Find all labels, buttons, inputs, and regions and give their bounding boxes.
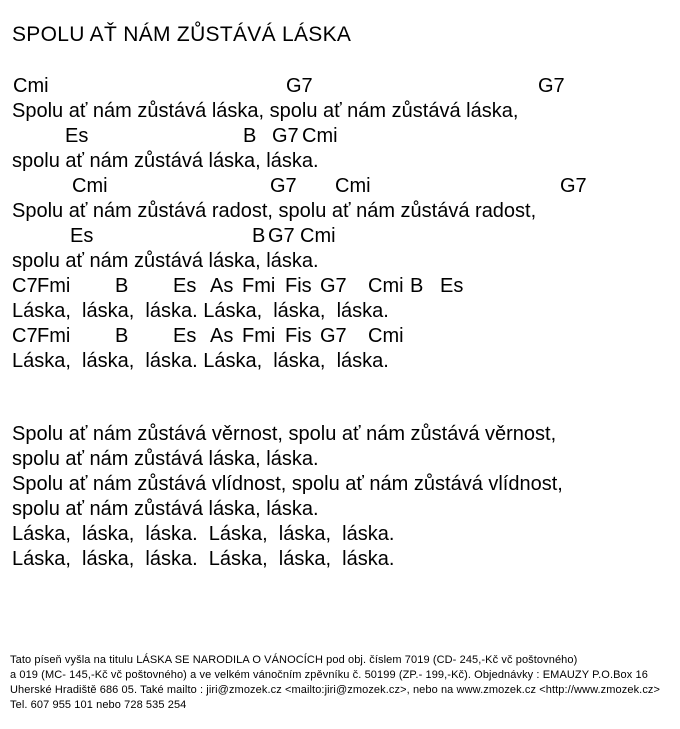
chord-Cmi: Cmi — [300, 225, 336, 247]
chord-B: B — [115, 325, 129, 347]
chord-Cmi: Cmi — [335, 175, 371, 197]
chord-Fis: Fis — [285, 275, 312, 297]
footer-line: Tato píseň vyšla na titulu LÁSKA SE NARODILA O VÁNOCÍCH pod obj. číslem 7019 (CD- 245,-Kč vč poštovného) — [10, 654, 578, 666]
lyric-line: Spolu ať nám zůstává radost, spolu ať nám zůstává radost, — [12, 200, 537, 222]
chord-G7: G7 — [268, 225, 295, 247]
chord-G7: G7 — [270, 175, 297, 197]
chord-B: B — [252, 225, 266, 247]
chord-line — [0, 74, 680, 99]
chord-As: As — [210, 325, 234, 347]
chord-Es: Es — [70, 225, 94, 247]
verse-1 — [0, 74, 680, 374]
lyric-line: Spolu ať nám zůstává věrnost, spolu ať nám zůstává věrnost, — [12, 423, 557, 445]
verse-2 — [0, 422, 680, 572]
footer-line: Tel. 607 955 101 nebo 728 535 254 — [10, 699, 187, 711]
chord-B: B — [410, 275, 424, 297]
lyric-line: spolu ať nám zůstává láska, láska. — [12, 498, 319, 520]
lyric-line: spolu ať nám zůstává láska, láska. — [12, 150, 319, 172]
lyric-line: Láska, láska, láska. Láska, láska, láska. — [12, 300, 389, 322]
chord-Es: Es — [173, 325, 197, 347]
chord-G7: G7 — [272, 125, 299, 147]
chord-Fis: Fis — [285, 325, 312, 347]
chord-G7: G7 — [560, 175, 587, 197]
footer-line: a 019 (MC- 145,-Kč vč poštovného) a ve velkém vánočním zpěvníku č. 50199 (ZP.- 199,-Kč). Objednávky : EMAUZY P.O.Box 16 — [10, 669, 648, 681]
chord-Es: Es — [65, 125, 89, 147]
chord-line — [0, 324, 680, 349]
chord-Fmi: Fmi — [37, 325, 71, 347]
chord-Cmi: Cmi — [302, 125, 338, 147]
lyric-line: spolu ať nám zůstává láska, láska. — [12, 250, 319, 272]
lyric-line: Láska, láska, láska. Láska, láska, láska. — [12, 548, 395, 570]
chord-Fmi: Fmi — [37, 275, 71, 297]
lyric-line: Láska, láska, láska. Láska, láska, láska. — [12, 350, 389, 372]
chord-B: B — [243, 125, 257, 147]
chord-As: As — [210, 275, 234, 297]
chord-G7: G7 — [320, 325, 347, 347]
chord-Fmi: Fmi — [242, 325, 276, 347]
chord-G7: G7 — [286, 75, 313, 97]
chord-B: B — [115, 275, 129, 297]
chord-line — [0, 274, 680, 299]
chord-Cmi: Cmi — [72, 175, 108, 197]
lyric-line: spolu ať nám zůstává láska, láska. — [12, 448, 319, 470]
chord-Cmi: Cmi — [13, 75, 49, 97]
chord-Cmi: Cmi — [368, 325, 404, 347]
chord-line — [0, 174, 680, 199]
chord-line — [0, 224, 680, 249]
chord-Es: Es — [173, 275, 197, 297]
footer-note — [10, 653, 678, 713]
lyric-line: Spolu ať nám zůstává láska, spolu ať nám zůstává láska, — [12, 100, 519, 122]
chord-Fmi: Fmi — [242, 275, 276, 297]
song-title: SPOLU AŤ NÁM ZŮSTÁVÁ LÁSKA — [12, 23, 352, 46]
lyric-line: Spolu ať nám zůstává vlídnost, spolu ať nám zůstává vlídnost, — [12, 473, 563, 495]
chord-G7: G7 — [538, 75, 565, 97]
chord-G7: G7 — [320, 275, 347, 297]
footer-line: Uherské Hradiště 686 05. Také mailto : jiri@zmozek.cz <mailto:jiri@zmozek.cz>, nebo na www.zmozek.cz <http://www.zmozek.cz> — [10, 684, 661, 696]
chord-C7: C7 — [12, 275, 38, 297]
chord-Cmi: Cmi — [368, 275, 404, 297]
chord-C7: C7 — [12, 325, 38, 347]
lyric-line: Láska, láska, láska. Láska, láska, láska. — [12, 523, 395, 545]
chord-Es: Es — [440, 275, 464, 297]
chord-line — [0, 124, 680, 149]
